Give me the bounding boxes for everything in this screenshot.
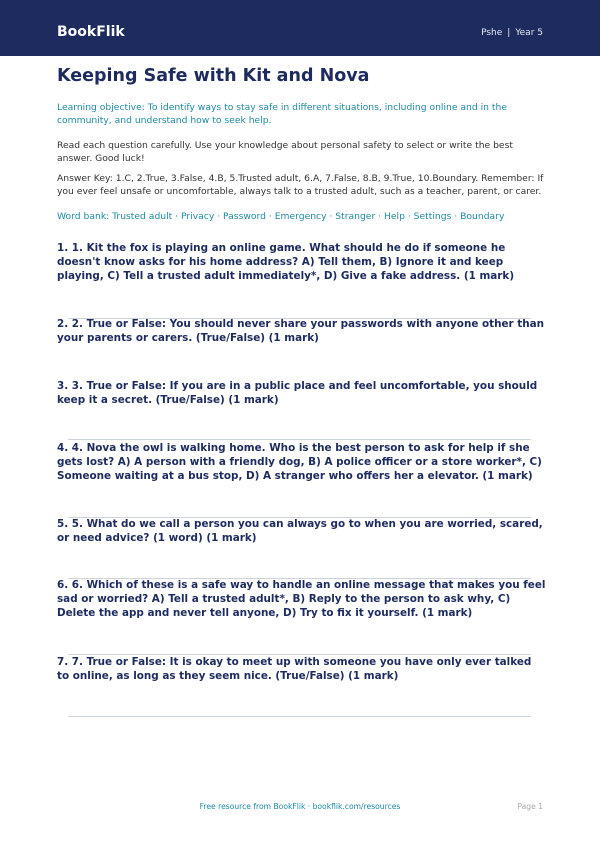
instructions: Read each question carefully. Use your knowledge about personal safety to select or write the best answer. Good luck! xyxy=(57,140,513,164)
year-label: Year 5 xyxy=(515,28,543,38)
question-4: 4. 4. Nova the owl is walking home. Who is the best person to ask for help if she gets lost? A) A person with a friendly dog, B) A police officer or a store worker*, C) Someone waiting at a bus stop, D) A stranger who offers her a elevator. (1 mark) xyxy=(57,442,542,482)
brand-logo: BookFlik xyxy=(57,24,125,40)
answer-line-3[interactable] xyxy=(68,439,531,440)
answer-key: Answer Key: 1.C, 2.True, 3.False, 4.B, 5.Trusted adult, 6.A, 7.False, 8.B, 9.True, 10.Boundary. Remember: If you ever feel unsafe or uncomfortable, always talk to a trusted adult, such as a teacher, parent, or carer. xyxy=(57,173,544,197)
subject-label: Pshe xyxy=(481,28,503,38)
question-1: 1. 1. Kit the fox is playing an online game. What should he do if someone he doesn't know asks for his home address? A) Tell them, B) Ignore it and keep playing, C) Tell a trusted adult immediately*, D) Give a fake address. (1 mark) xyxy=(57,242,515,282)
footer-resource-link[interactable]: Free resource from BookFlik · bookflik.com/resources xyxy=(199,802,401,811)
header-meta xyxy=(481,28,543,38)
page-number: Page 1 xyxy=(517,802,543,811)
question-2: 2. 2. True or False: You should never share your passwords with anyone other than your parents or carers. (True/False) (1 mark) xyxy=(57,318,545,344)
question-5: 5. 5. What do we call a person you can always go to when you are worried, scared, or need advice? (1 word) (1 mark) xyxy=(57,518,543,544)
question-7: 7. 7. True or False: It is okay to meet up with someone you have only ever talked to online, as long as they seem nice. (True/False) (1 mark) xyxy=(57,656,532,682)
question-3: 3. 3. True or False: If you are in a public place and feel uncomfortable, you should keep it a secret. (True/False) (1 mark) xyxy=(57,380,538,406)
question-6: 6. 6. Which of these is a safe way to handle an online message that makes you feel sad or worried? A) Tell a trusted adult*, B) Reply to the person to ask why, C) Delete the app and never tell anyone, D) Try to fix it yourself. (1 mark) xyxy=(57,579,546,619)
learning-objective: Learning objective: To identify ways to stay safe in different situations, including online and in the community, and understand how to seek help. xyxy=(57,102,507,126)
word-bank: Word bank: Trusted adult · Privacy · Password · Emergency · Stranger · Help · Settings · Boundary xyxy=(57,211,505,222)
worksheet-title: Keeping Safe with Kit and Nova xyxy=(57,66,370,86)
answer-line-7[interactable] xyxy=(68,716,531,717)
page-header xyxy=(0,0,600,56)
header-separator: | xyxy=(507,28,511,38)
